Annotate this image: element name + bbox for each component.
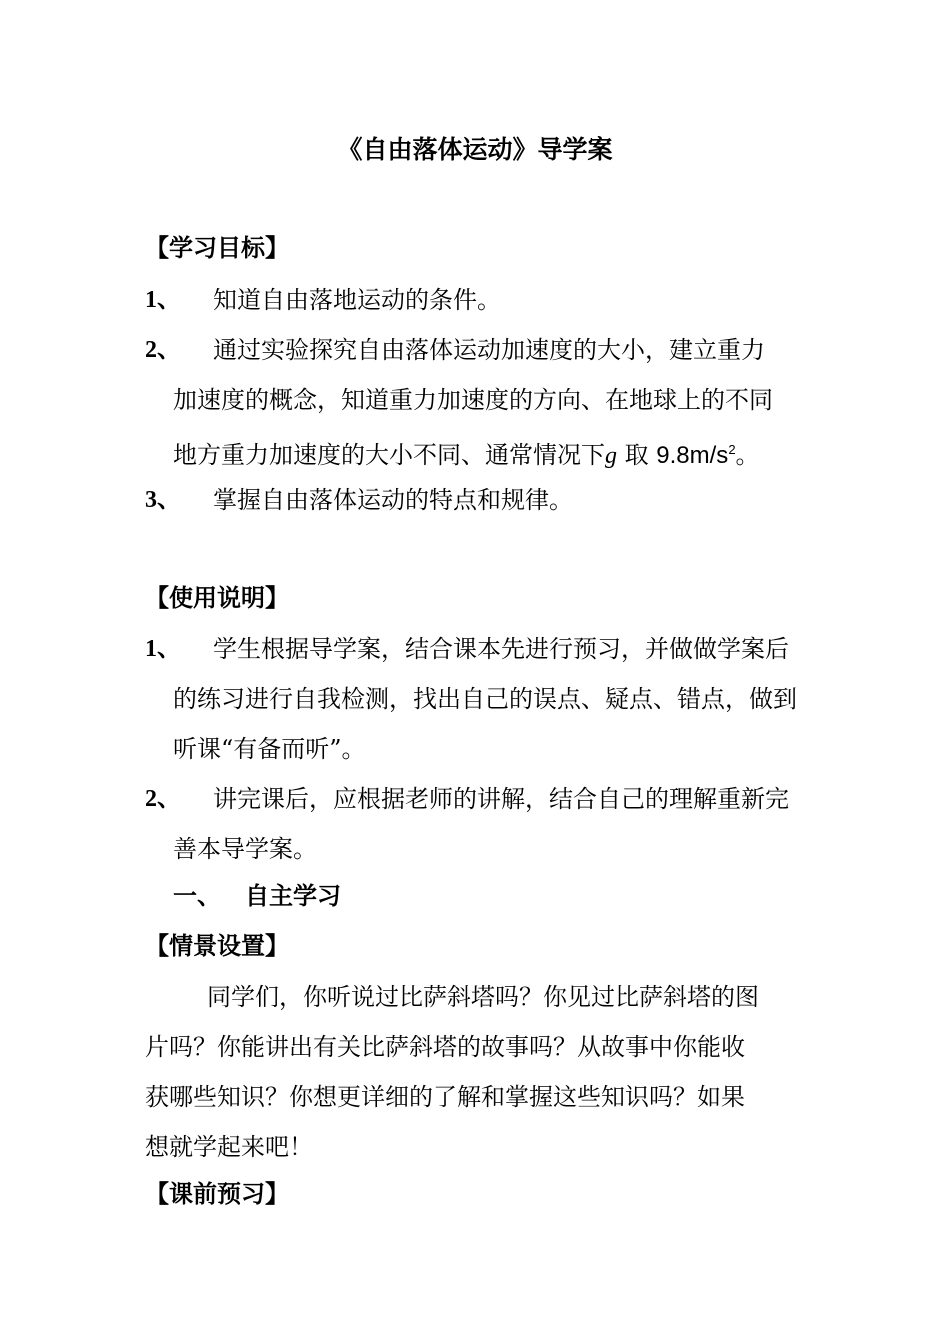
objective-number: 3、 [145,487,181,513]
objective-text: 。 [735,441,760,469]
section-number: 一、 [173,882,221,910]
section-label: 自主学习 [245,882,341,910]
instructions-heading: 【使用说明】 [145,584,289,612]
scenario-text: 片吗？你能讲出有关比萨斜塔的故事吗？从故事中你能收 [145,1033,745,1061]
instruction-number: 1、 [145,636,181,662]
instruction-text: 听课“有备而听”。 [173,735,366,763]
objective-number: 1、 [145,287,181,313]
objective-text: 掌握自由落体运动的特点和规律。 [213,486,573,514]
objective-text: 地方重力加速度的大小不同、通常情况下 [173,441,605,469]
scenario-text: 获哪些知识？你想更详细的了解和掌握这些知识吗？如果 [145,1083,745,1111]
objective-item-3 [145,475,810,525]
instruction-text: 的练习进行自我检测，找出自己的误点、疑点、错点，做到 [173,685,797,713]
scenario-text: 同学们，你听说过比萨斜塔吗？你见过比萨斜塔的图 [207,983,759,1011]
preview-heading: 【课前预习】 [145,1180,289,1208]
instruction-number: 2、 [145,786,181,812]
objective-item-2 [145,325,810,481]
objective-text: 通过实验探究自由落体运动加速度的大小，建立重力 [213,336,765,364]
instruction-text: 讲完课后，应根据老师的讲解，结合自己的理解重新完 [213,785,789,813]
instruction-item-2 [145,774,810,874]
objective-item-1 [145,275,810,325]
scenario-text: 想就学起来吧！ [145,1133,313,1161]
gravity-symbol: g [605,443,617,469]
section-heading-self-study [173,878,341,914]
objective-text: 知道自由落地运动的条件。 [213,286,501,314]
scenario-paragraph [145,972,810,1172]
instruction-text: 善本导学案。 [173,835,317,863]
objective-number: 2、 [145,337,181,363]
objectives-heading: 【学习目标】 [145,234,289,262]
scenario-heading: 【情景设置】 [145,932,289,960]
document-title: 《自由落体运动》导学案 [337,135,613,164]
objective-text-line3 [145,425,810,481]
objective-text: 加速度的概念，知道重力加速度的方向、在地球上的不同 [173,386,773,414]
instruction-text: 学生根据导学案，结合课本先进行预习，并做做学案后 [213,635,789,663]
gravity-value: 9.8m/s [656,442,729,469]
objective-text: 取 [624,441,649,469]
instruction-item-1 [145,624,810,774]
gravity-exponent: 2 [728,442,736,457]
